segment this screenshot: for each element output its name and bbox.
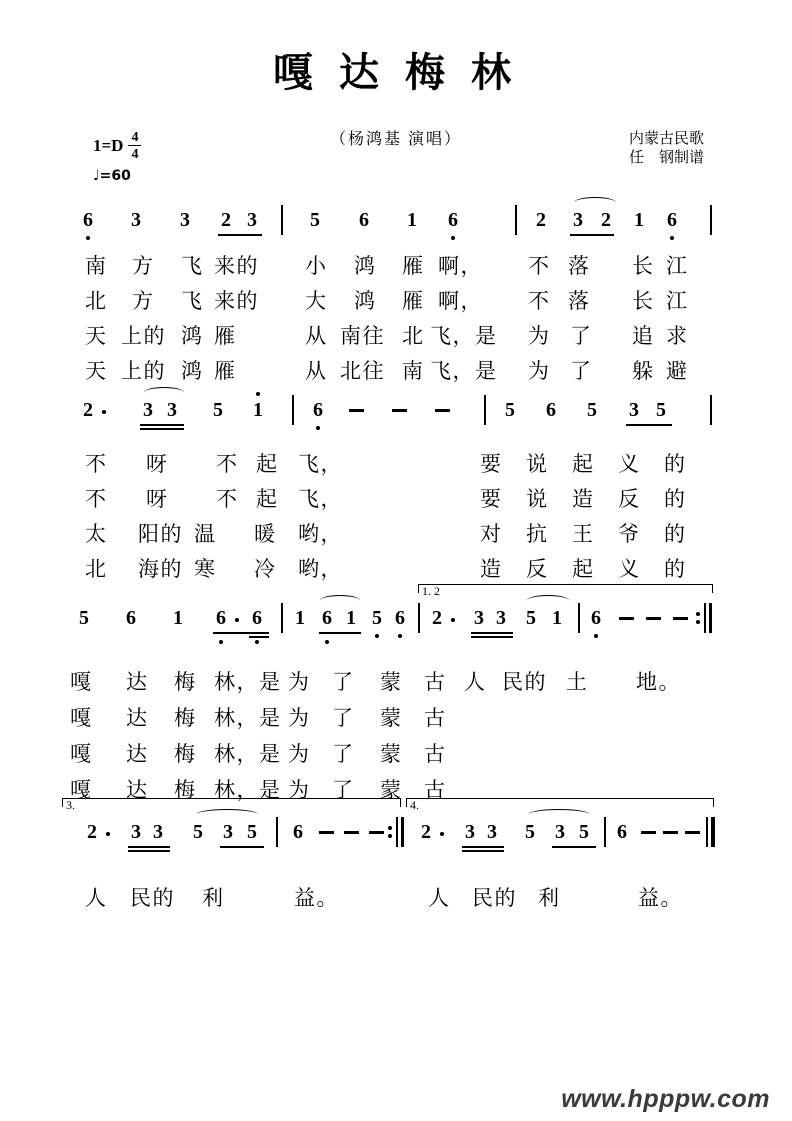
lyric-syllable: 飞，是 — [430, 359, 498, 383]
lyric-syllable: 民的 — [502, 670, 547, 694]
lyric-syllable: 嘎 — [70, 706, 93, 730]
key-signature: 1=D — [93, 136, 124, 155]
lyric-syllable: 的 — [664, 452, 687, 476]
lyric-syllable: 利 — [202, 886, 225, 910]
barline — [604, 817, 606, 847]
lyric-syllable: 不 — [85, 452, 108, 476]
lyric-syllable: 鸿 — [181, 324, 204, 348]
barline — [292, 395, 294, 425]
lyric-syllable: 古 — [424, 670, 447, 694]
jianpu-note: 2 — [80, 398, 96, 422]
lyric-syllable: 的 — [664, 522, 687, 546]
jianpu-note: 1 — [295, 607, 305, 629]
jianpu-note: 6 — [392, 606, 408, 630]
performer-credit: （杨鸿基 演唱） — [329, 131, 462, 148]
repeat-barline-thin — [396, 817, 398, 847]
jianpu-note: 3 — [223, 821, 233, 843]
jianpu-note: 5 — [369, 606, 385, 630]
lyric-syllable: 了 — [570, 324, 593, 348]
lyric-syllable: 人 — [428, 886, 451, 910]
lyric-syllable: 为 — [288, 706, 311, 730]
lyric-syllable: 小 — [305, 254, 328, 278]
octave-dot-low — [219, 640, 223, 644]
beam-underline — [570, 234, 614, 236]
repeat-barline-thick — [709, 603, 713, 633]
lyric-syllable: 达 — [126, 706, 149, 730]
jianpu-note: 3 — [555, 821, 565, 843]
lyric-syllable: 造 — [480, 557, 503, 581]
time-signature-numerator: 4 — [128, 130, 141, 146]
octave-dot-low — [398, 634, 402, 638]
lyric-syllable: 嘎 — [70, 670, 93, 694]
lyric-syllable: 梅 — [174, 670, 197, 694]
tempo-marking: ♩=60 — [93, 168, 131, 184]
lyric-syllable: 来的 — [214, 289, 259, 313]
jianpu-note: 5 — [79, 607, 89, 629]
slur-arc — [574, 197, 616, 208]
lyric-syllable: 地。 — [636, 670, 681, 694]
barline — [710, 395, 712, 425]
lyric-syllable: 呀 — [146, 452, 169, 476]
lyric-syllable: 海的 — [138, 557, 183, 581]
jianpu-note: 1 — [346, 607, 356, 629]
lyric-syllable: 了 — [332, 706, 355, 730]
lyric-syllable: 了 — [570, 359, 593, 383]
slur-arc — [320, 595, 360, 606]
lyric-syllable: 避 — [666, 359, 689, 383]
lyric-syllable: 蒙 — [380, 706, 403, 730]
lyric-syllable: 林，是 — [214, 778, 282, 802]
lyric-syllable: 从 — [305, 324, 328, 348]
lyric-syllable: 南 — [402, 359, 425, 383]
lyric-syllable: 林，是 — [214, 706, 282, 730]
lyric-syllable: 飞 — [181, 289, 204, 313]
lyric-syllable: 南往 — [340, 324, 385, 348]
lyric-syllable: 古 — [424, 742, 447, 766]
jianpu-note: 1 — [407, 209, 417, 231]
lyric-syllable: 的 — [664, 557, 687, 581]
beam-underline — [128, 846, 170, 848]
slur-arc — [144, 387, 184, 398]
lyric-syllable: 长 — [632, 289, 655, 313]
jianpu-note: 2 — [429, 606, 445, 630]
lyric-syllable: 人 — [85, 886, 108, 910]
lyric-syllable: 哟， — [298, 557, 343, 581]
jianpu-note: 6 — [588, 606, 604, 630]
sustain-dash — [673, 617, 688, 620]
time-signature-denominator: 4 — [131, 147, 139, 162]
jianpu-note: 6 — [213, 606, 229, 630]
jianpu-note: 6 — [617, 821, 627, 843]
lyric-syllable: 不 — [85, 487, 108, 511]
lyric-syllable: 落 — [568, 289, 591, 313]
jianpu-note: 6 — [126, 607, 136, 629]
lyric-syllable: 寒 — [194, 557, 217, 581]
lyric-syllable: 天 — [85, 359, 108, 383]
barline — [276, 817, 278, 847]
volta-bracket — [62, 798, 401, 812]
lyric-syllable: 了 — [332, 778, 355, 802]
lyric-syllable: 飞， — [298, 487, 343, 511]
lyric-syllable: 鸿 — [354, 254, 377, 278]
lyric-syllable: 益。 — [294, 886, 339, 910]
sustain-dash — [344, 831, 359, 834]
jianpu-note: 2 — [221, 209, 231, 231]
jianpu-note: 3 — [487, 821, 497, 843]
beam-underline — [552, 846, 596, 848]
octave-dot-low — [316, 426, 320, 430]
credits-block — [629, 130, 704, 168]
octave-dot-low — [86, 236, 90, 240]
beam-underline — [218, 234, 262, 236]
lyric-syllable: 方 — [132, 254, 155, 278]
volta-bracket — [418, 584, 713, 598]
jianpu-note: 1 — [173, 607, 183, 629]
lyric-syllable: 为 — [288, 742, 311, 766]
lyric-syllable: 了 — [332, 670, 355, 694]
lyric-syllable: 土 — [566, 670, 589, 694]
barline — [418, 603, 420, 633]
lyric-syllable: 求 — [666, 324, 689, 348]
lyric-syllable: 造 — [572, 487, 595, 511]
jianpu-note: 1 — [552, 607, 562, 629]
sustain-dash — [641, 831, 656, 834]
octave-dot-low — [325, 640, 329, 644]
slur-arc — [528, 809, 590, 820]
lyric-syllable: 为 — [528, 359, 551, 383]
lyric-syllable: 利 — [538, 886, 561, 910]
key-time-signature — [93, 130, 141, 162]
repeat-barline-thin — [704, 603, 706, 633]
jianpu-note: 1 — [634, 209, 644, 231]
jianpu-note: 5 — [505, 399, 515, 421]
duration-dot — [102, 410, 106, 414]
sustain-dash — [646, 617, 661, 620]
jianpu-note: 6 — [319, 606, 335, 630]
jianpu-note: 2 — [601, 209, 611, 231]
octave-dot-low — [594, 634, 598, 638]
jianpu-note: 5 — [310, 209, 320, 231]
volta-label: 4. — [410, 798, 419, 812]
beam-underline — [213, 632, 269, 634]
lyric-syllable: 冷 — [254, 557, 277, 581]
lyric-syllable: 梅 — [174, 778, 197, 802]
octave-dot-low — [670, 236, 674, 240]
credit-arranger: 任 钢制谱 — [628, 150, 704, 166]
lyric-syllable: 益。 — [638, 886, 683, 910]
jianpu-note: 3 — [247, 209, 257, 231]
lyric-syllable: 北往 — [340, 359, 385, 383]
lyric-syllable: 为 — [288, 670, 311, 694]
lyric-syllable: 暖 — [254, 522, 277, 546]
lyric-syllable: 说 — [526, 487, 549, 511]
jianpu-note: 6 — [293, 821, 303, 843]
lyric-syllable: 不 — [528, 254, 551, 278]
beam-underline — [462, 850, 504, 852]
octave-dot-low — [375, 634, 379, 638]
lyric-syllable: 嘎 — [70, 778, 93, 802]
sustain-dash — [619, 617, 634, 620]
lyric-syllable: 北 — [85, 557, 108, 581]
lyric-syllable: 方 — [132, 289, 155, 313]
lyric-syllable: 大 — [305, 289, 328, 313]
lyric-syllable: 义 — [618, 557, 641, 581]
barline — [281, 603, 283, 633]
sustain-dash — [369, 831, 384, 834]
lyric-syllable: 梅 — [174, 706, 197, 730]
lyric-syllable: 抗 — [526, 522, 549, 546]
lyric-syllable: 要 — [480, 452, 503, 476]
sustain-dash — [663, 831, 678, 834]
lyric-syllable: 达 — [126, 670, 149, 694]
lyric-syllable: 反 — [618, 487, 641, 511]
jianpu-note: 3 — [629, 399, 639, 421]
barline — [484, 395, 486, 425]
lyric-syllable: 起 — [256, 487, 279, 511]
jianpu-note: 6 — [664, 208, 680, 232]
lyric-syllable: 起 — [256, 452, 279, 476]
lyric-syllable: 达 — [126, 778, 149, 802]
lyric-syllable: 飞， — [298, 452, 343, 476]
beam-underline — [471, 632, 513, 634]
lyric-syllable: 鸿 — [354, 289, 377, 313]
duration-dot — [235, 618, 239, 622]
jianpu-note: 3 — [573, 209, 583, 231]
lyric-syllable: 反 — [526, 557, 549, 581]
jianpu-note: 2 — [536, 209, 546, 231]
barline — [578, 603, 580, 633]
barline — [710, 205, 712, 235]
lyric-syllable: 啊， — [438, 254, 483, 278]
sustain-dash — [319, 831, 334, 834]
lyric-syllable: 江 — [666, 289, 689, 313]
lyric-syllable: 王 — [572, 522, 595, 546]
jianpu-note: 6 — [546, 399, 556, 421]
jianpu-note: 6 — [249, 606, 265, 630]
lyric-syllable: 上的 — [121, 359, 166, 383]
repeat-dot — [388, 826, 392, 830]
lyric-syllable: 对 — [480, 522, 503, 546]
octave-dot-low — [255, 640, 259, 644]
volta-label: 1. 2 — [422, 584, 440, 598]
lyric-syllable: 雁 — [402, 289, 425, 313]
lyric-syllable: 起 — [572, 452, 595, 476]
lyric-syllable: 为 — [288, 778, 311, 802]
lyric-syllable: 达 — [126, 742, 149, 766]
lyric-syllable: 爷 — [618, 522, 641, 546]
beam-underline — [462, 846, 504, 848]
duration-dot — [451, 618, 455, 622]
song-title: 嘎 达 梅 林 — [273, 50, 519, 95]
repeat-dot — [388, 834, 392, 838]
jianpu-note: 5 — [247, 821, 257, 843]
jianpu-note: 5 — [656, 399, 666, 421]
sustain-dash — [685, 831, 700, 834]
jianpu-note: 6 — [310, 398, 326, 422]
lyric-syllable: 北 — [85, 289, 108, 313]
jianpu-note: 2 — [418, 820, 434, 844]
jianpu-note: 3 — [496, 607, 506, 629]
jianpu-note: 1 — [250, 398, 266, 422]
jianpu-note: 3 — [131, 821, 141, 843]
lyric-syllable: 雁 — [214, 324, 237, 348]
lyric-syllable: 蒙 — [380, 670, 403, 694]
lyric-syllable: 蒙 — [380, 742, 403, 766]
lyric-syllable: 不 — [528, 289, 551, 313]
sustain-dash — [392, 409, 407, 412]
volta-label: 3. — [66, 798, 75, 812]
jianpu-note: 3 — [153, 821, 163, 843]
beam-underline — [471, 636, 513, 638]
jianpu-note: 5 — [213, 399, 223, 421]
lyric-syllable: 雁 — [214, 359, 237, 383]
jianpu-note: 6 — [359, 209, 369, 231]
lyric-syllable: 起 — [572, 557, 595, 581]
jianpu-note: 5 — [579, 821, 589, 843]
jianpu-note: 5 — [193, 821, 203, 843]
jianpu-note: 5 — [587, 399, 597, 421]
lyric-syllable: 呀 — [146, 487, 169, 511]
duration-dot — [106, 832, 110, 836]
lyric-syllable: 哟， — [298, 522, 343, 546]
jianpu-note: 3 — [143, 399, 153, 421]
lyric-syllable: 民的 — [472, 886, 517, 910]
time-signature — [128, 130, 141, 162]
lyric-syllable: 古 — [424, 778, 447, 802]
lyric-syllable: 温 — [194, 522, 217, 546]
lyric-syllable: 古 — [424, 706, 447, 730]
watermark: www.hpppw.com — [561, 1085, 770, 1113]
slur-arc — [196, 809, 258, 820]
lyric-syllable: 义 — [618, 452, 641, 476]
jianpu-note: 3 — [465, 821, 475, 843]
lyric-syllable: 林，是 — [214, 742, 282, 766]
lyric-syllable: 人 — [464, 670, 487, 694]
lyric-syllable: 林，是 — [214, 670, 282, 694]
beam-underline — [626, 424, 672, 426]
lyric-syllable: 从 — [305, 359, 328, 383]
lyric-syllable: 太 — [85, 522, 108, 546]
beam-underline — [140, 424, 184, 426]
sustain-dash — [435, 409, 450, 412]
lyric-syllable: 民的 — [130, 886, 175, 910]
volta-bracket — [406, 798, 714, 812]
lyric-syllable: 要 — [480, 487, 503, 511]
lyric-syllable: 的 — [664, 487, 687, 511]
jianpu-note: 2 — [84, 820, 100, 844]
lyric-syllable: 上的 — [121, 324, 166, 348]
lyric-syllable: 不 — [216, 487, 239, 511]
lyric-syllable: 嘎 — [70, 742, 93, 766]
barline — [281, 205, 283, 235]
final-barline-thick — [711, 817, 715, 847]
lyric-syllable: 江 — [666, 254, 689, 278]
lyric-syllable: 不 — [216, 452, 239, 476]
lyric-syllable: 躲 — [632, 359, 655, 383]
lyric-syllable: 飞，是 — [430, 324, 498, 348]
jianpu-note: 6 — [80, 208, 96, 232]
beam-underline — [249, 636, 269, 638]
lyric-syllable: 阳的 — [138, 522, 183, 546]
beam-underline — [319, 632, 361, 634]
lyric-syllable: 南 — [85, 254, 108, 278]
lyric-syllable: 天 — [85, 324, 108, 348]
lyric-syllable: 北 — [402, 324, 425, 348]
octave-dot-high — [256, 392, 260, 396]
jianpu-note: 3 — [474, 607, 484, 629]
repeat-dot — [696, 620, 700, 624]
lyric-syllable: 说 — [526, 452, 549, 476]
lyric-syllable: 蒙 — [380, 778, 403, 802]
repeat-barline-thick — [401, 817, 405, 847]
lyric-syllable: 梅 — [174, 742, 197, 766]
jianpu-note: 3 — [131, 209, 141, 231]
lyric-syllable: 长 — [632, 254, 655, 278]
beam-underline — [220, 846, 264, 848]
octave-dot-low — [451, 236, 455, 240]
sustain-dash — [349, 409, 364, 412]
credit-source: 内蒙古民歌 — [628, 131, 704, 147]
jianpu-note: 5 — [525, 821, 535, 843]
beam-underline — [140, 428, 184, 430]
jianpu-note: 3 — [167, 399, 177, 421]
lyric-syllable: 落 — [568, 254, 591, 278]
jianpu-note: 6 — [445, 208, 461, 232]
beam-underline — [128, 850, 170, 852]
lyric-syllable: 鸿 — [181, 359, 204, 383]
lyric-syllable: 为 — [528, 324, 551, 348]
lyric-syllable: 追 — [632, 324, 655, 348]
slur-arc — [527, 595, 569, 606]
jianpu-note: 3 — [180, 209, 190, 231]
lyric-syllable: 雁 — [402, 254, 425, 278]
jianpu-note: 5 — [526, 607, 536, 629]
final-barline-thin — [706, 817, 708, 847]
barline — [515, 205, 517, 235]
lyric-syllable: 啊， — [438, 289, 483, 313]
lyric-syllable: 飞 — [181, 254, 204, 278]
lyric-syllable: 来的 — [214, 254, 259, 278]
duration-dot — [440, 832, 444, 836]
lyric-syllable: 了 — [332, 742, 355, 766]
repeat-dot — [696, 612, 700, 616]
